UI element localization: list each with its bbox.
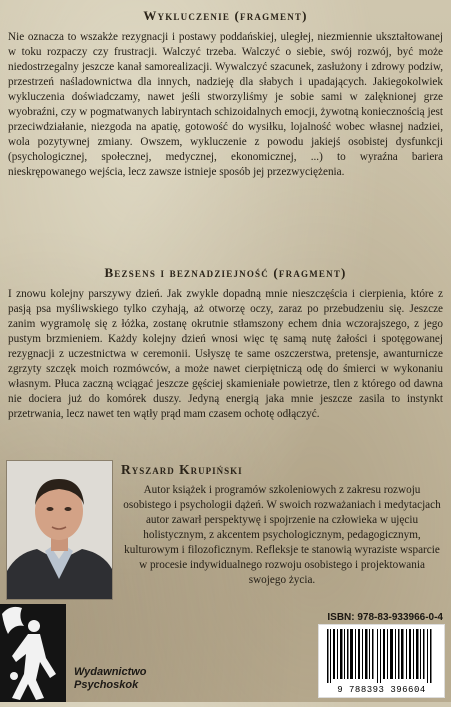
publisher-logo-icon bbox=[0, 604, 66, 702]
publisher-name bbox=[74, 666, 147, 692]
isbn-label: ISBN: 978-83-933966-0-4 bbox=[327, 612, 443, 623]
publisher-line-1: Wydawnictwo bbox=[74, 666, 147, 678]
publisher-line-2: Psychoskok bbox=[74, 679, 139, 691]
section-2-title: Bezsens i beznadziejność (fragment) bbox=[104, 265, 347, 280]
author-bio: Autor książek i programów szkoleniowych z zakresu rozwoju osobistego i psychologii dążeń. W swoich rozważaniach i medytacjach autor zawarł perspektywę i spojrzenie na człowieka w ujęciu holistycznym, z akcentem psychologicznym, pedagogicznym, kulturowym i filozoficznym. Refleksje te stanowią wyraziste wsparcie w procesie indywidualnego rozwoju osobistego i projektowania swojego życia. bbox=[123, 484, 441, 586]
publisher-logo bbox=[0, 604, 66, 702]
barcode-icon bbox=[319, 625, 444, 685]
author-portrait-icon bbox=[7, 461, 112, 599]
section-1-text: Nie oznacza to wszakże rezygnacji i postawy poddańskiej, uległej, niezmiennie ukształtowanej w toku rozpaczy czy frustracji. Walczyć trzeba. Walczyć o siebie, swój rozwój, być może niedostrzegalny jeszcze kanał samorealizacji. Wywalczyć szacunek, zasłużony i zdrowy podziw, przestrzeń naśladownictwa dla innych, nadzieję dla słabych i upadających. Jakiegokolwiek wykluczenia doświadczamy, nawet jeśli stworzyliśmy je sobie sami w zalęknionej grze wyobraźni, czy w pogmatwanych labiryntach schizoidalnych emocji, żywotną koniecznością jest przeciwdziałanie, niezgoda na apatię, gotowość do wysiłku, lojalność wobec własnej nadziei, wola pozytywnej zmiany. Owszem, wykluczenie z powodu jakiejś osobistej dysfunkcji (psychologicznej, społecznej, medycznej, ekonomicznej, ...) to wyraźna bariera nieskrępowanego wejścia, lecz zawsze istnieje sposób jej przezwyciężenia. bbox=[8, 31, 443, 178]
section-2-text: I znowu kolejny parszywy dzień. Jak zwykle dopadną mnie nieszczęścia i cierpienia, które z pasją psa myśliwskiego tylko czyhają, aż otworzę oczy, zaraz po przebudzeniu się. Jeszcze zanim wygramolę się z łóżka, zostanę okrutnie stłamszony echem dnia wczorajszego, z jego pustym brzmieniem. Każdy kolejny dzień wnosi więc tę samą nutę żałości i spotęgowanej rezygnacji z uczestnictwa w ceremonii. Usłyszę te same oszczerstwa, pretensje, awanturnicze zgrzyty szczęk moich rozmówców, a może nawet cierpiętniczą odę do śmierci w wykonaniu własnym. Płuca zaczną wciągać jeszcze gęściej skamieniałe powietrze, tlen z którego od dawna nie dociera już do komórek duszy. Jedyną energią jaka mnie jeszcze zasila to instynkt przetrwania, lecz nawet ten wątły prąd mam czasem ochotę odłączyć. bbox=[8, 288, 443, 420]
fragment-section-1 bbox=[0, 8, 451, 180]
author-photo bbox=[6, 460, 113, 600]
section-1-title: Wykluczenie (fragment) bbox=[143, 8, 308, 23]
barcode bbox=[318, 624, 445, 698]
fragment-section-2 bbox=[0, 265, 451, 422]
barcode-digits: 9 788393 396604 bbox=[337, 685, 426, 695]
author-name: Ryszard Krupiński bbox=[121, 462, 243, 477]
author-block bbox=[121, 462, 443, 588]
